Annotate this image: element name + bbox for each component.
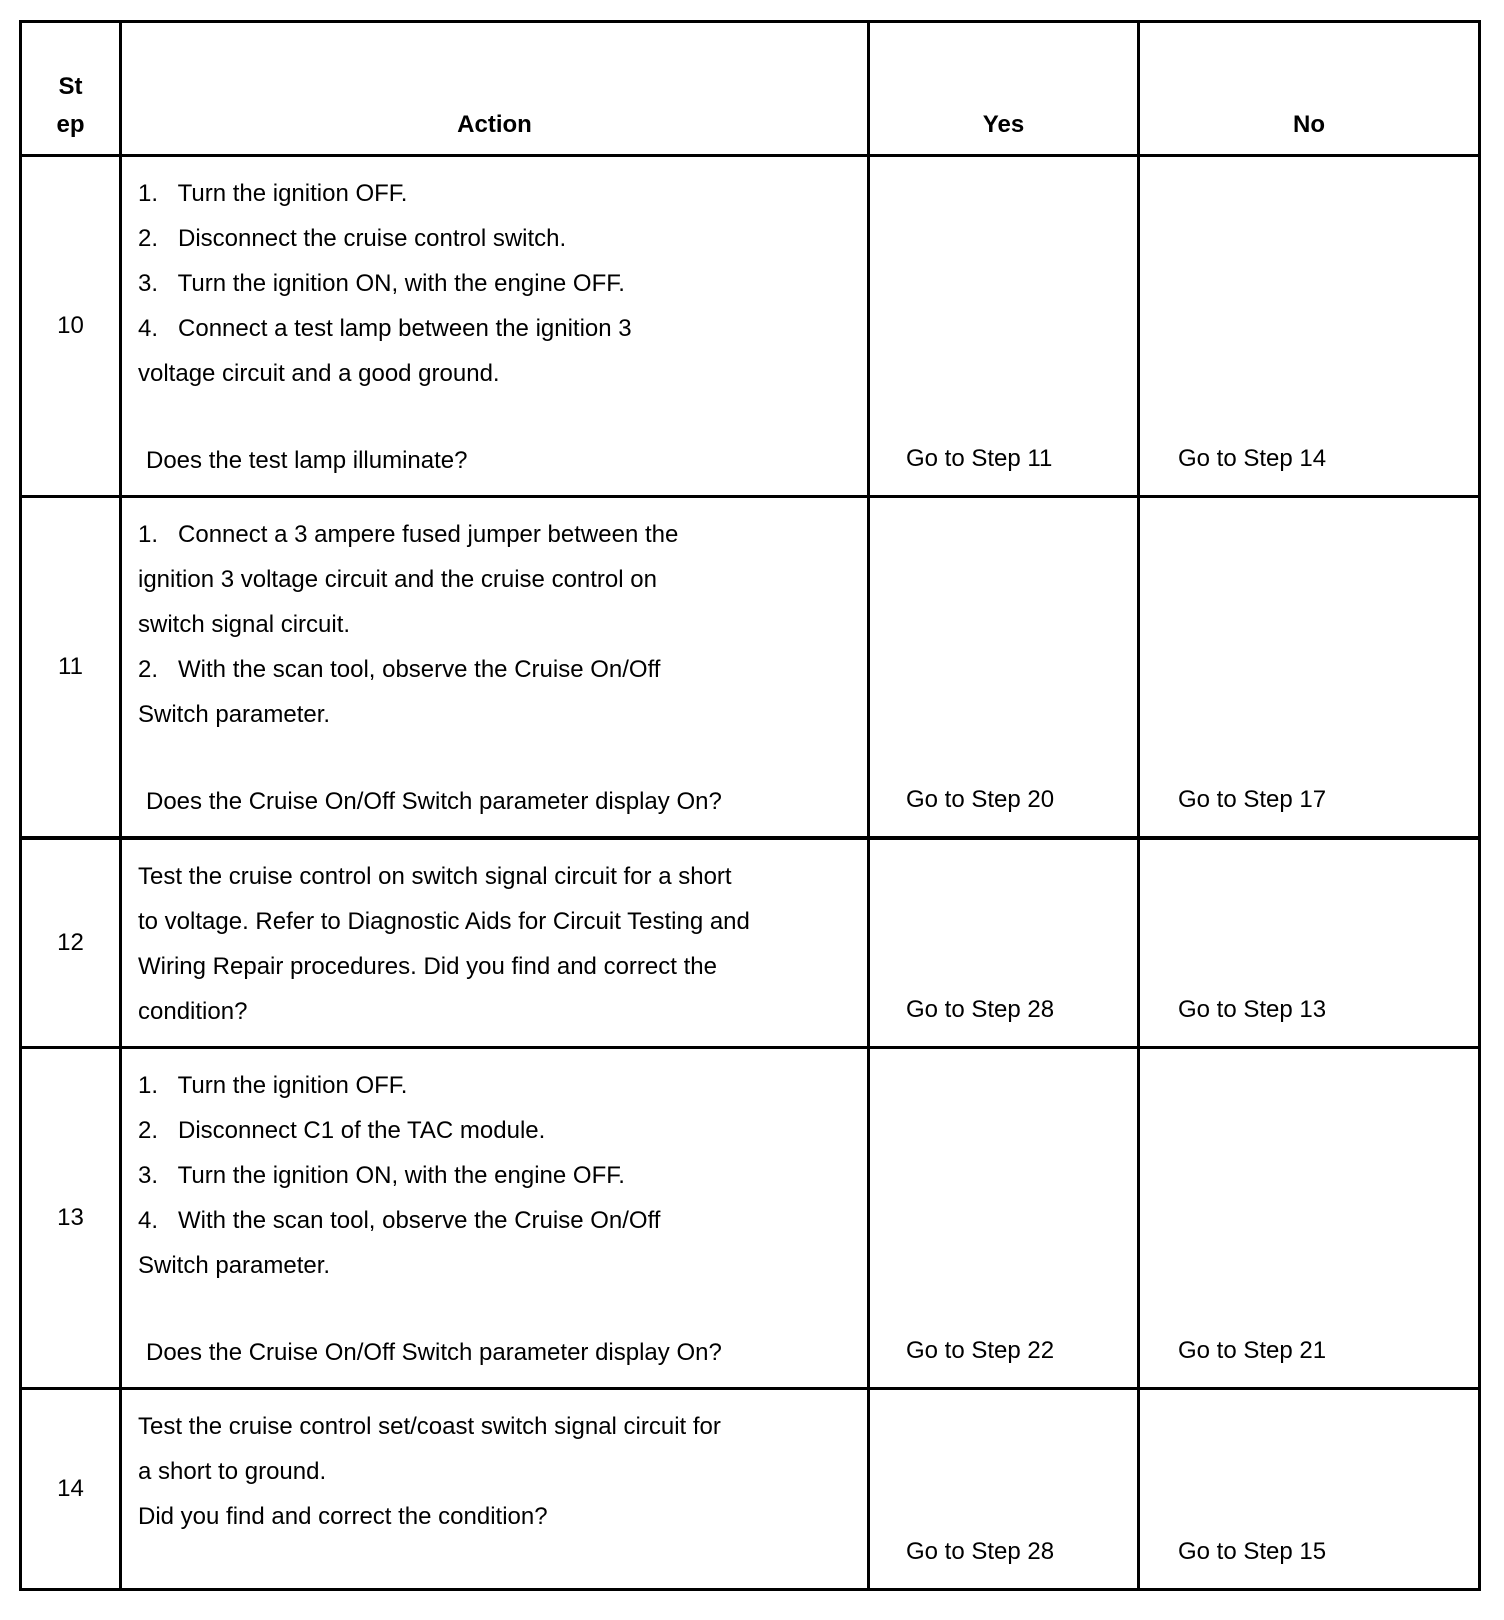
no-cell: Go to Step 21 <box>1139 1048 1480 1389</box>
action-cell <box>121 497 869 839</box>
header-step-label: St ep <box>56 73 85 138</box>
no-cell: Go to Step 17 <box>1139 497 1480 839</box>
step-number: 11 <box>21 497 121 839</box>
yes-cell: Go to Step 28 <box>869 1389 1139 1590</box>
action-line: condition? <box>138 998 248 1025</box>
action-line: voltage circuit and a good ground. <box>138 360 500 387</box>
no-cell: Go to Step 14 <box>1139 156 1480 497</box>
action-line: Switch parameter. <box>138 701 331 728</box>
table-row <box>21 838 1480 1048</box>
action-line: Wiring Repair procedures. Did you find and correct the <box>138 953 717 980</box>
action-line: 1. Turn the ignition OFF. <box>138 180 408 207</box>
action-line: 1. Connect a 3 ampere fused jumper between the <box>138 521 679 548</box>
action-line: Test the cruise control set/coast switch signal circuit for <box>138 1413 721 1440</box>
spacer <box>138 396 849 438</box>
yes-cell: Go to Step 11 <box>869 156 1139 497</box>
no-cell: Go to Step 15 <box>1139 1389 1480 1590</box>
action-line: 2. Disconnect the cruise control switch. <box>138 225 567 252</box>
table-row <box>21 156 1480 497</box>
table-row <box>21 497 1480 839</box>
action-line: Did you find and correct the condition? <box>138 1503 548 1530</box>
action-line: 2. With the scan tool, observe the Cruise On/Off <box>138 656 661 683</box>
header-row <box>21 22 1480 156</box>
action-line: Switch parameter. <box>138 1252 331 1279</box>
no-cell: Go to Step 13 <box>1139 838 1480 1048</box>
diagnostic-table <box>19 20 1481 1591</box>
header-no: No <box>1139 22 1480 156</box>
action-line: switch signal circuit. <box>138 611 351 638</box>
header-yes: Yes <box>869 22 1139 156</box>
action-cell <box>121 156 869 497</box>
table-row <box>21 1389 1480 1590</box>
step-number: 13 <box>21 1048 121 1389</box>
action-cell <box>121 1048 869 1389</box>
spacer <box>138 1288 849 1330</box>
table-body <box>21 156 1480 1590</box>
action-cell <box>121 1389 869 1590</box>
header-action: Action <box>121 22 869 156</box>
action-line: 4. Connect a test lamp between the ignition 3 <box>138 315 632 342</box>
action-line: 4. With the scan tool, observe the Cruise On/Off <box>138 1207 661 1234</box>
action-question: Does the test lamp illuminate? <box>146 447 468 474</box>
header-step <box>21 22 121 156</box>
action-line: 2. Disconnect C1 of the TAC module. <box>138 1117 546 1144</box>
action-line: ignition 3 voltage circuit and the cruise control on <box>138 566 657 593</box>
yes-cell: Go to Step 20 <box>869 497 1139 839</box>
action-line: to voltage. Refer to Diagnostic Aids for Circuit Testing and <box>138 908 750 935</box>
action-line: 1. Turn the ignition OFF. <box>138 1072 408 1099</box>
yes-cell: Go to Step 28 <box>869 838 1139 1048</box>
action-question: Does the Cruise On/Off Switch parameter display On? <box>146 1339 722 1366</box>
action-line: a short to ground. <box>138 1458 327 1485</box>
step-number: 12 <box>21 838 121 1048</box>
action-cell <box>121 838 869 1048</box>
action-line: Test the cruise control on switch signal circuit for a short <box>138 863 732 890</box>
action-question: Does the Cruise On/Off Switch parameter display On? <box>146 788 722 815</box>
diagnostic-table-page <box>19 20 1478 1608</box>
step-number: 14 <box>21 1389 121 1590</box>
spacer <box>138 737 849 779</box>
action-line: 3. Turn the ignition ON, with the engine OFF. <box>138 1162 625 1189</box>
table-row <box>21 1048 1480 1389</box>
step-number: 10 <box>21 156 121 497</box>
action-line: 3. Turn the ignition ON, with the engine OFF. <box>138 270 625 297</box>
yes-cell: Go to Step 22 <box>869 1048 1139 1389</box>
